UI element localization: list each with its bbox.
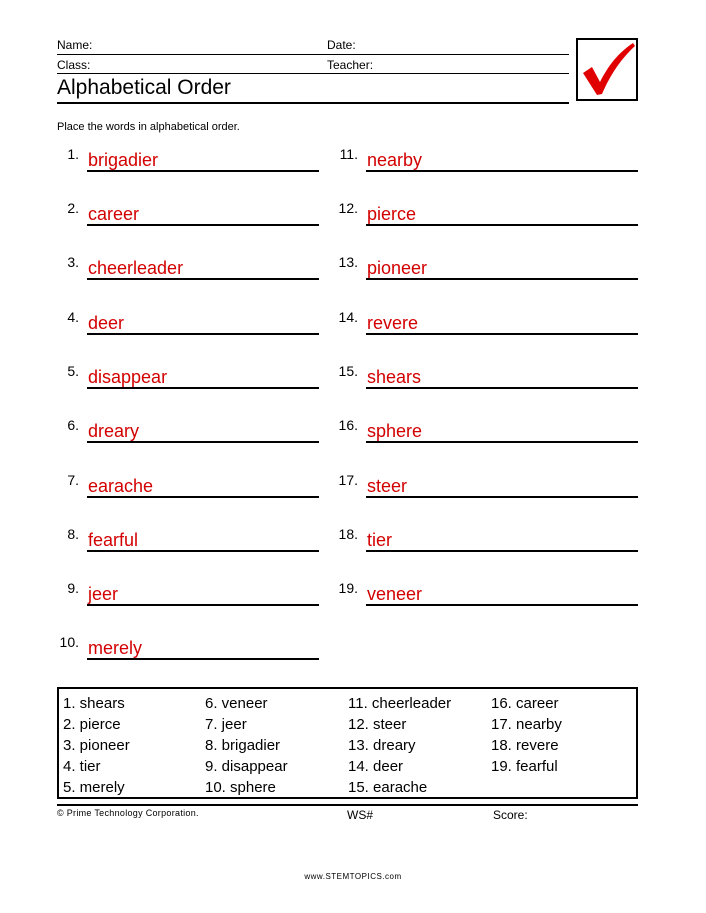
footer-divider <box>57 804 638 806</box>
answer-number: 11. <box>339 146 358 162</box>
word-bank-item: 15. earache <box>348 779 428 796</box>
answer-row-16 <box>335 417 639 447</box>
answer-line <box>87 333 319 335</box>
word-bank-item: 18. revere <box>491 737 559 754</box>
answer-row-9 <box>57 580 319 610</box>
word-bank-item: 6. veneer <box>205 695 268 712</box>
word-bank-item: 17. nearby <box>491 716 562 733</box>
answer-row-4 <box>57 309 319 339</box>
answer-number: 1. <box>67 146 79 162</box>
answer-line <box>87 496 319 498</box>
answer-row-17 <box>335 472 639 502</box>
answer-number: 2. <box>67 200 79 216</box>
page-title: Alphabetical Order <box>57 76 231 99</box>
word-bank-item: 2. pierce <box>63 716 121 733</box>
word-bank-item: 5. merely <box>63 779 125 796</box>
name-label: Name: <box>57 38 93 52</box>
answer-row-18 <box>335 526 639 556</box>
answer-line <box>366 333 638 335</box>
answer-line <box>87 278 319 280</box>
word-bank-item: 14. deer <box>348 758 404 775</box>
word-bank-item: 1. shears <box>63 695 125 712</box>
answer-line <box>87 387 319 389</box>
teacher-label: Teacher: <box>327 58 374 72</box>
title-underline <box>57 102 569 104</box>
word-bank-item: 13. dreary <box>348 737 416 754</box>
answer-row-1 <box>57 146 319 176</box>
word-bank-item: 10. sphere <box>205 779 276 796</box>
word-bank-item: 12. steer <box>348 716 407 733</box>
answer-word: jeer <box>88 584 119 604</box>
answer-number: 13. <box>338 254 358 270</box>
answer-row-3 <box>57 254 319 284</box>
word-bank-column-3 <box>348 693 451 798</box>
word-bank-item: 11. cheerleader <box>348 695 452 712</box>
answer-word: fearful <box>88 530 139 550</box>
answer-word: revere <box>367 313 419 333</box>
answer-line <box>366 604 638 606</box>
answer-row-5 <box>57 363 319 393</box>
checkmark-box <box>576 38 638 101</box>
answer-row-6 <box>57 417 319 447</box>
answer-number: 10. <box>59 634 79 650</box>
answer-word: sphere <box>367 421 423 441</box>
word-bank <box>57 687 638 799</box>
answer-number: 16. <box>338 417 358 433</box>
word-bank-column-1 <box>63 693 130 798</box>
answer-line <box>366 224 638 226</box>
answer-number: 12. <box>338 200 358 216</box>
word-bank-item: 16. career <box>491 695 559 712</box>
answer-word: merely <box>88 638 143 658</box>
answer-word: shears <box>367 367 422 387</box>
checkmark-icon <box>578 40 636 99</box>
answer-number: 14. <box>338 309 358 325</box>
answer-word: dreary <box>88 421 140 441</box>
answer-word: tier <box>367 530 393 550</box>
answer-line <box>366 441 638 443</box>
answer-word: deer <box>88 313 125 333</box>
answer-word: pierce <box>367 204 417 224</box>
word-bank-item: 7. jeer <box>205 716 247 733</box>
answer-number: 4. <box>67 309 79 325</box>
answer-word: cheerleader <box>88 258 184 278</box>
answer-row-10 <box>57 634 319 664</box>
answer-line <box>87 170 319 172</box>
answer-row-15 <box>335 363 639 393</box>
answer-number: 17. <box>338 472 358 488</box>
word-bank-item: 3. pioneer <box>63 737 130 754</box>
word-bank-item: 9. disappear <box>205 758 288 775</box>
answer-word: brigadier <box>88 150 159 170</box>
word-bank-item: 19. fearful <box>491 758 558 775</box>
answer-line <box>87 441 319 443</box>
copyright-text: © Prime Technology Corporation. <box>57 808 199 818</box>
answer-number: 18. <box>338 526 358 542</box>
website-text: www.STEMTOPICS.com <box>304 872 402 881</box>
answer-line <box>87 224 319 226</box>
answer-row-8 <box>57 526 319 556</box>
answer-number: 9. <box>67 580 79 596</box>
answer-row-11 <box>335 146 639 176</box>
answer-row-14 <box>335 309 639 339</box>
answer-line <box>366 550 638 552</box>
name-date-line <box>57 54 569 55</box>
answer-word: earache <box>88 476 154 496</box>
answer-line <box>87 604 319 606</box>
answer-row-12 <box>335 200 639 230</box>
answer-row-13 <box>335 254 639 284</box>
answer-number: 6. <box>67 417 79 433</box>
word-bank-column-4 <box>491 693 562 777</box>
answer-line <box>366 387 638 389</box>
answer-number: 5. <box>67 363 79 379</box>
class-label: Class: <box>57 58 91 72</box>
answer-word: nearby <box>367 150 423 170</box>
word-bank-column-2 <box>205 693 288 798</box>
answer-row-2 <box>57 200 319 230</box>
answer-word: career <box>88 204 140 224</box>
answer-word: pioneer <box>367 258 428 278</box>
answer-row-19 <box>335 580 639 610</box>
word-bank-item: 4. tier <box>63 758 101 775</box>
worksheet-number-label: WS# <box>347 808 374 822</box>
answer-word: steer <box>367 476 408 496</box>
instructions: Place the words in alphabetical order. <box>57 121 240 133</box>
answer-row-7 <box>57 472 319 502</box>
word-bank-item: 8. brigadier <box>205 737 281 754</box>
answer-line <box>87 550 319 552</box>
answer-number: 3. <box>67 254 79 270</box>
answer-word: veneer <box>367 584 423 604</box>
answer-number: 7. <box>67 472 79 488</box>
answer-line <box>87 658 319 660</box>
class-teacher-line <box>57 73 569 74</box>
answer-word: disappear <box>88 367 168 387</box>
answer-number: 8. <box>67 526 79 542</box>
answer-number: 19. <box>338 580 358 596</box>
score-label: Score: <box>493 808 528 822</box>
date-label: Date: <box>327 38 356 52</box>
answer-number: 15. <box>338 363 358 379</box>
answer-line <box>366 496 638 498</box>
answer-line <box>366 170 638 172</box>
answer-line <box>366 278 638 280</box>
